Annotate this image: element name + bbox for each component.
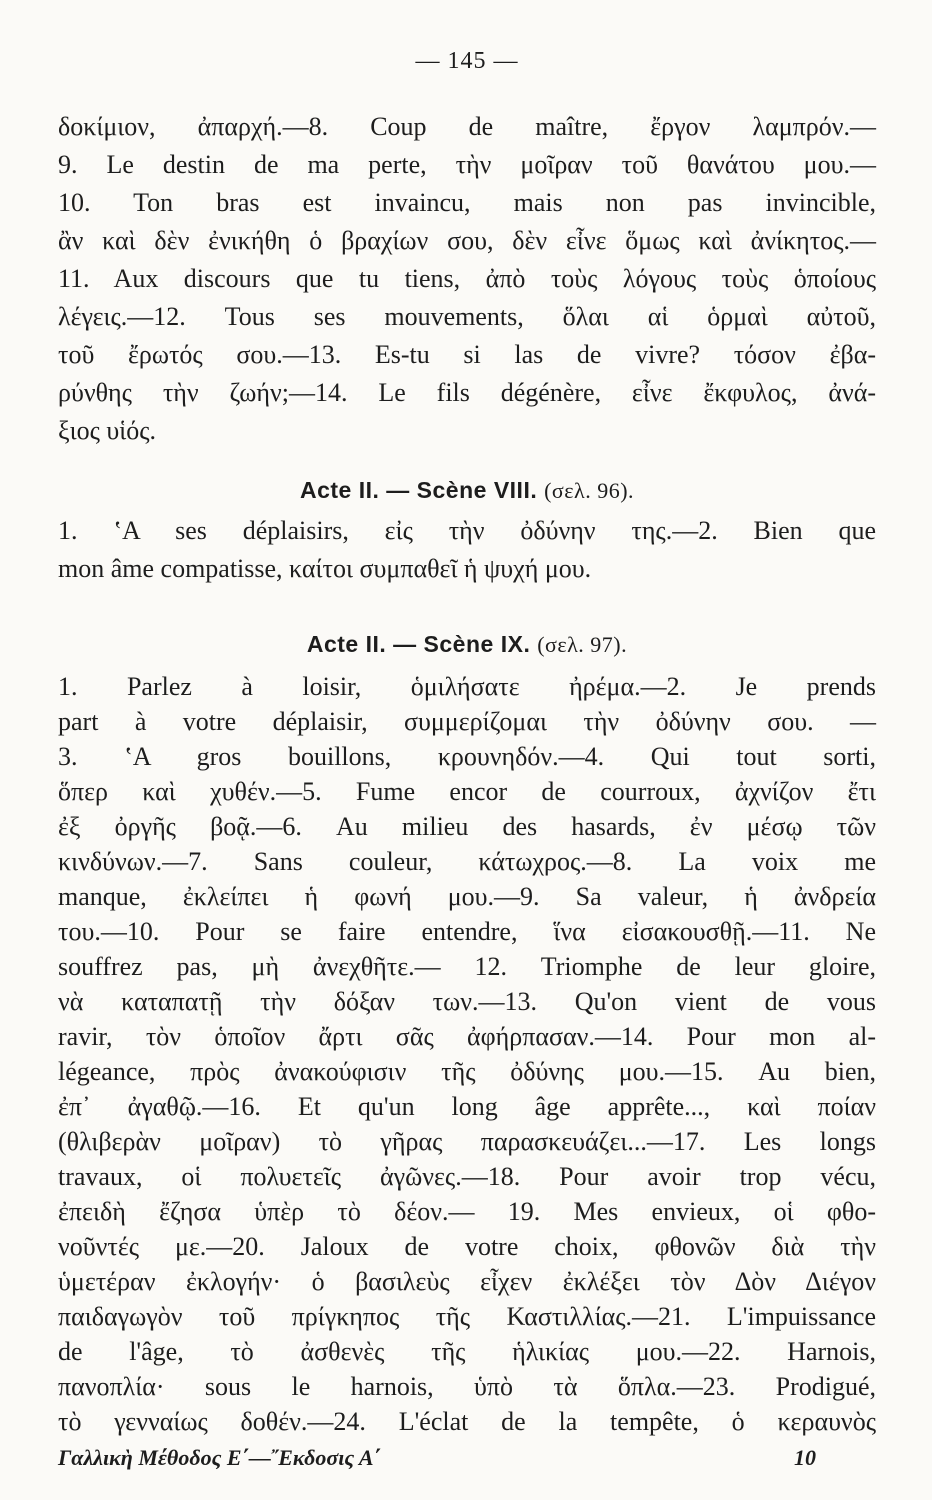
text-line: του.—10. Pour se faire entendre, ἵνα εἰσακουσθῇ.—11. Ne — [58, 917, 876, 946]
text-line: légeance, πρὸς ἀνακούφισιν τῆς ὀδύνης μου.—15. Au bien, — [58, 1057, 876, 1086]
text-line: ὑμετέραν ἐκλογήν· ὁ βασιλεὺς εἶχεν ἐκλέξει τὸν Δὸν Διέγον — [58, 1267, 876, 1296]
heading-title: Acte II. — Scène IX. — [306, 631, 531, 657]
heading-ref: (σελ. 97). — [537, 632, 628, 657]
text-line: 10. Ton bras est invaincu, mais non pas invincible, — [58, 188, 876, 217]
text-line: δοκίμιον, ἀπαρχή.—8. Coup de maître, ἔργον λαμπρόν.— — [58, 112, 876, 141]
text-line: 1. ʽA ses déplaisirs, εἰς τὴν ὀδύνην της.—2. Bien que — [58, 516, 876, 545]
footer-title: Γαλλικὴ Μέθοδος Ε΄—῎Εκδοσις Α΄ — [58, 1445, 381, 1470]
text-line: 1. Parlez à loisir, ὁμιλήσατε ἠρέμα.—2. Je prends — [58, 672, 876, 701]
page-footer — [58, 1440, 876, 1476]
section-heading — [58, 472, 876, 509]
signature-mark: 10 — [794, 1445, 816, 1470]
text-line: manque, ἐκλείπει ἡ φωνή μου.—9. Sa valeur, ἡ ἀνδρεία — [58, 882, 876, 911]
text-line: (θλιβερὰν μοῖραν) τὸ γῆρας παρασκευάζει...—17. Les longs — [58, 1127, 876, 1156]
page-number: — 145 — — [415, 48, 519, 74]
book-page — [58, 0, 876, 1500]
text-line: ξιος υἱός. — [58, 416, 157, 445]
text-line: κινδύνων.—7. Sans couleur, κάτωχρος.—8. La voix me — [58, 847, 876, 876]
section-heading — [58, 626, 876, 663]
text-line: λέγεις.—12. Tous ses mouvements, ὅλαι αἱ ὁρμαὶ αὐτοῦ, — [58, 302, 876, 331]
text-line: νοῦντές με.—20. Jaloux de votre choix, φθονῶν διὰ τὴν — [58, 1232, 876, 1261]
text-line: ὅπερ καὶ χυθέν.—5. Fume encor de courroux, ἀχνίζον ἔτι — [58, 777, 876, 806]
text-line: πανοπλία· sous le harnois, ὑπὸ τὰ ὅπλα.—23. Prodigué, — [58, 1372, 876, 1401]
text-line: τὸ γενναίως δοθέν.—24. L'éclat de la tempête, ὁ κεραυνὸς — [58, 1407, 876, 1436]
text-line: 11. Aux discours que tu tiens, ἀπὸ τοὺς λόγους τοὺς ὁποίους — [58, 264, 876, 293]
text-line: ἂν καὶ δὲν ἐνικήθη ὁ βραχίων σου, δὲν εἶνε ὅμως καὶ ἀνίκητος.— — [58, 226, 876, 255]
text-line: ἐπειδὴ ἔζησα ὑπὲρ τὸ δέον.— 19. Mes envieux, οἱ φθο- — [58, 1197, 876, 1226]
heading-ref: (σελ. 96). — [544, 478, 635, 503]
text-line: ἐπ᾽ ἀγαθῷ.—16. Et qu'un long âge apprête..., καὶ ποίαν — [58, 1092, 876, 1121]
text-line: νὰ καταπατῇ τὴν δόξαν των.—13. Qu'on vient de vous — [58, 987, 876, 1016]
text-line: ἐξ ὀργῆς βοᾷ.—6. Au milieu des hasards, ἐν μέσῳ τῶν — [58, 812, 876, 841]
text-line: part à votre déplaisir, συμμερίζομαι τὴν ὀδύνην σου. — — [58, 707, 876, 736]
text-line: de l'âge, τὸ ἀσθενὲς τῆς ἡλικίας μου.—22. Harnois, — [58, 1337, 876, 1366]
text-line: souffrez pas, μὴ ἀνεχθῆτε.— 12. Triomphe de leur gloire, — [58, 952, 876, 981]
text-line: 9. Le destin de ma perte, τὴν μοῖραν τοῦ θανάτου μου.— — [58, 150, 876, 179]
text-line: travaux, οἱ πολυετεῖς ἀγῶνες.—18. Pour avoir trop vécu, — [58, 1162, 876, 1191]
text-line: 3. ʽA gros bouillons, κρουνηδόν.—4. Qui tout sorti, — [58, 742, 876, 771]
text-line: τοῦ ἔρωτός σου.—13. Es-tu si las de vivre? τόσον ἐβα- — [58, 340, 876, 369]
text-line: ravir, τὸν ὁποῖον ἄρτι σᾶς ἀφήρπασαν.—14. Pour mon al- — [58, 1022, 876, 1051]
text-line: mon âme compatisse, καίτοι συμπαθεῖ ἡ ψυχή μου. — [58, 554, 592, 583]
text-line: παιδαγωγὸν τοῦ πρίγκηπος τῆς Καστιλλίας.—21. L'impuissance — [58, 1302, 876, 1331]
heading-title: Acte II. — Scène VIII. — [299, 477, 538, 503]
text-line: ρύνθης τὴν ζωήν;—14. Le fils dégénère, εἶνε ἔκφυλος, ἀνά- — [58, 378, 876, 407]
